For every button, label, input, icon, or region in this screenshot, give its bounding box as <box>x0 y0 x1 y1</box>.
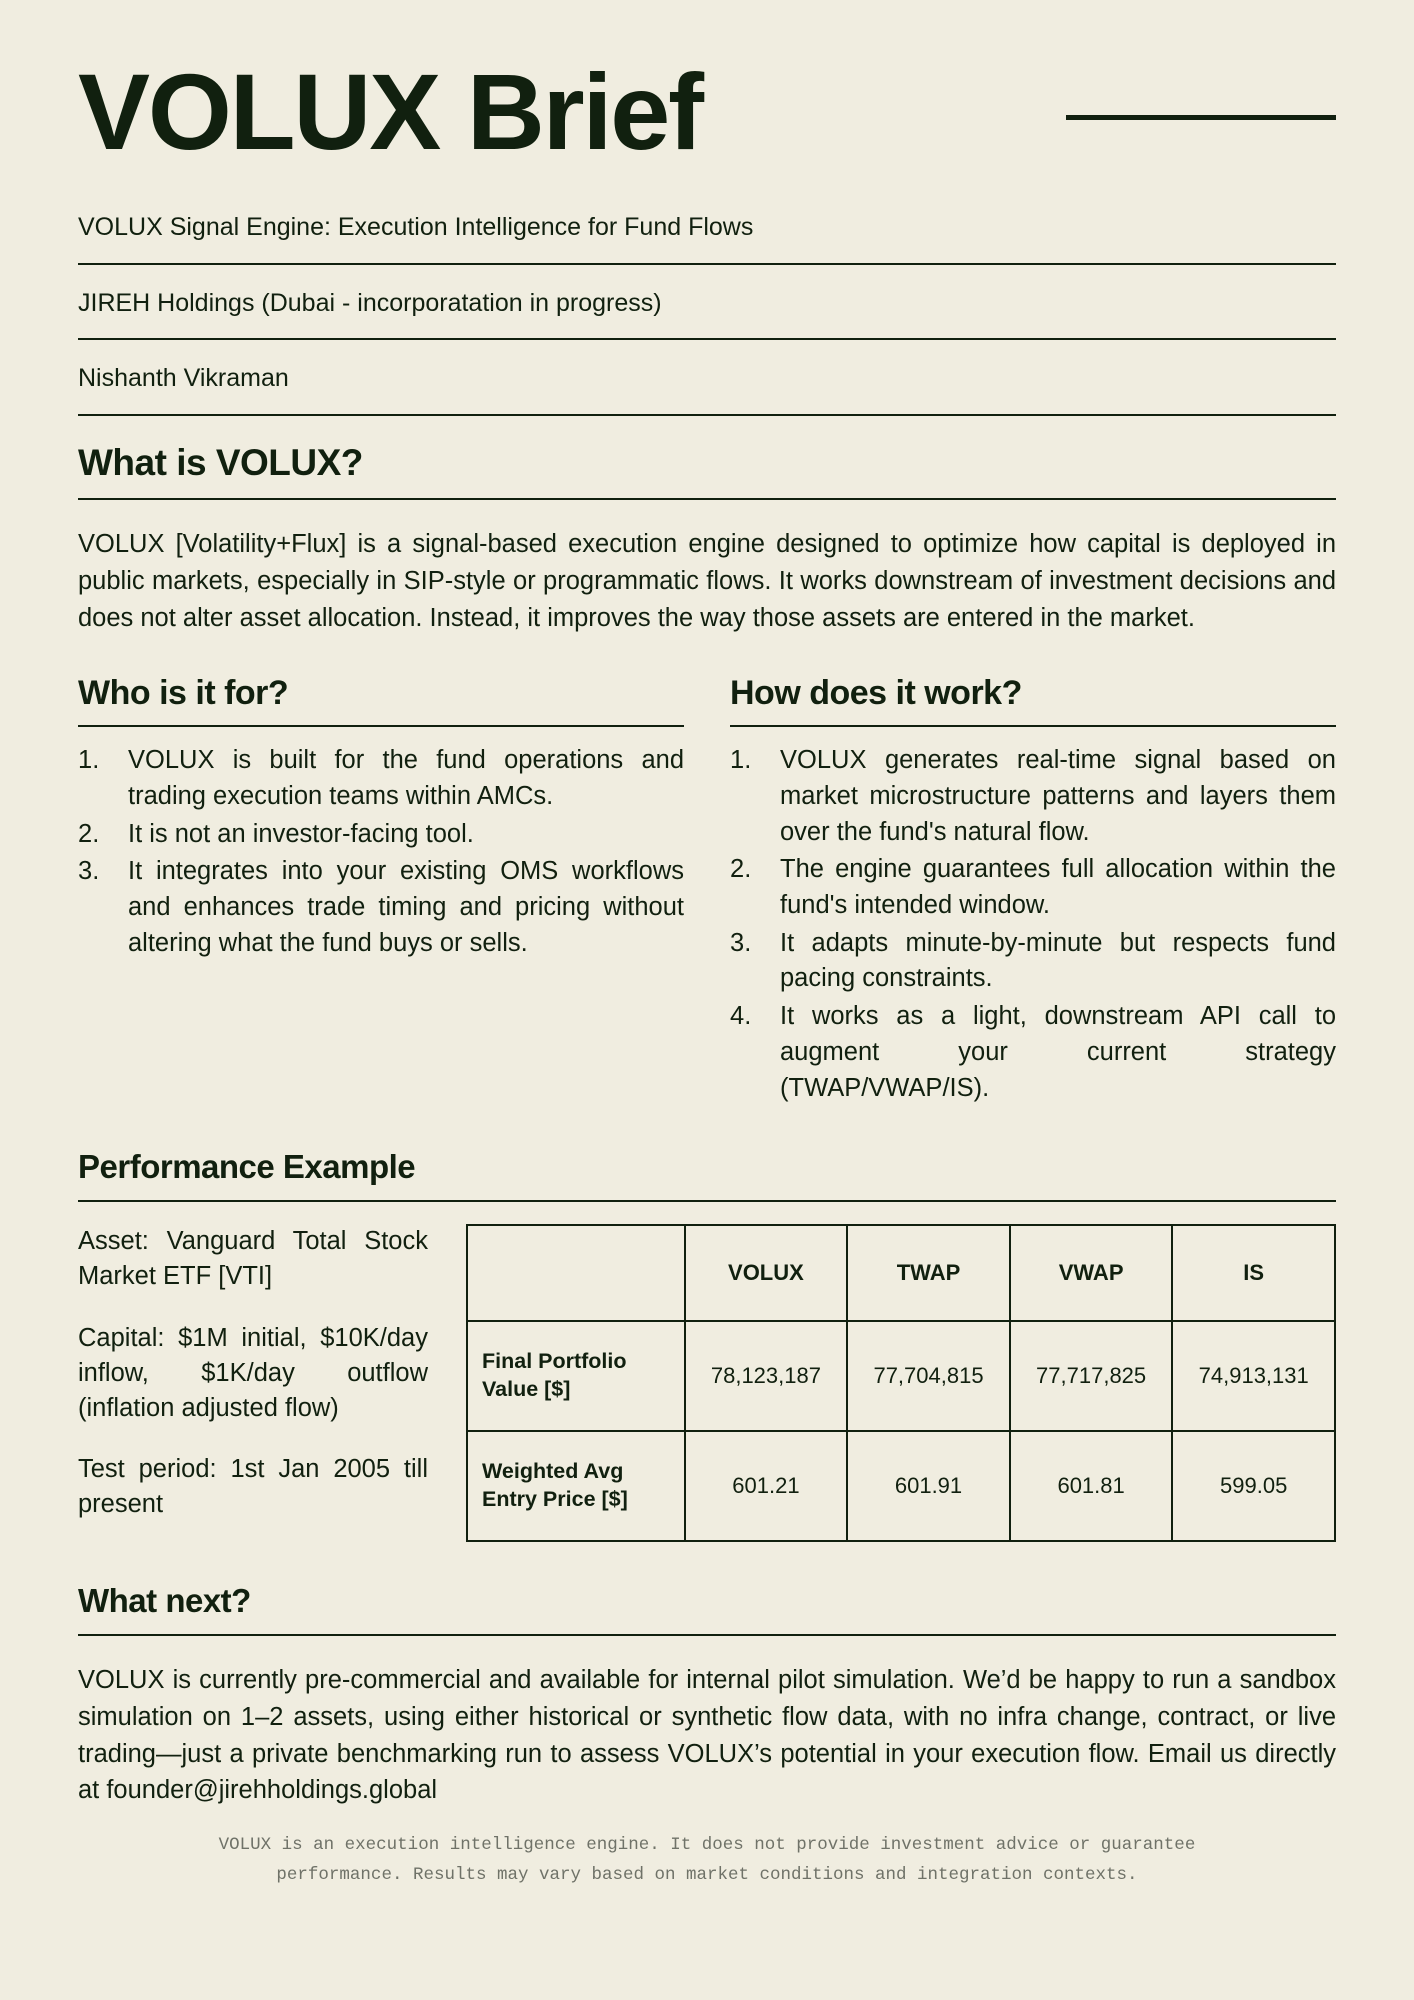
performance-details <box>78 1224 428 1522</box>
table-col-header-volux: VOLUX <box>685 1225 848 1321</box>
performance-comparison-table <box>466 1224 1336 1542</box>
table-row <box>467 1321 1335 1431</box>
organization-line: JIREH Holdings (Dubai - incorporatation in progress) <box>78 265 1336 341</box>
section-heading-who-is-it-for: Who is it for? <box>78 674 684 727</box>
author-line: Nishanth Vikraman <box>78 340 1336 416</box>
masthead <box>78 52 1336 173</box>
table-row-label-final-portfolio-value: Final Portfolio Value [$] <box>467 1321 685 1431</box>
performance-section <box>78 1224 1336 1542</box>
table-cell: 601.21 <box>685 1431 848 1541</box>
table-body <box>467 1321 1335 1541</box>
footer-disclaimer: VOLUX is an execution intelligence engine. It does not provide investment advice or guarantee performance. Results may vary based on market conditions and integration contexts. <box>218 1835 1196 1885</box>
table-cell: 601.81 <box>1010 1431 1173 1541</box>
how-does-it-work-list <box>730 743 1336 1106</box>
performance-detail-test-period: Test period: 1st Jan 2005 till present <box>78 1455 428 1519</box>
table-col-header-is: IS <box>1172 1225 1335 1321</box>
table-header <box>467 1225 1335 1321</box>
list-item: VOLUX generates real-time signal based on market microstructure patterns and layers them over the fund's natural flow. <box>780 746 1336 846</box>
table-col-header-twap: TWAP <box>847 1225 1010 1321</box>
column-how-does-it-work <box>730 674 1336 1108</box>
table-cell: 599.05 <box>1172 1431 1335 1541</box>
table-header-row <box>467 1225 1335 1321</box>
list-item: It is not an investor-facing tool. <box>128 819 474 848</box>
table-col-header-vwap: VWAP <box>1010 1225 1173 1321</box>
performance-detail-capital: Capital: $1M initial, $10K/day inflow, $1K/day outflow (inflation adjusted flow) <box>78 1323 428 1422</box>
table-row <box>467 1431 1335 1541</box>
page-title: VOLUX Brief <box>78 51 702 172</box>
performance-detail-asset: Asset: Vanguard Total Stock Market ETF [VTI] <box>78 1227 428 1291</box>
section-heading-performance-example: Performance Example <box>78 1148 1336 1202</box>
table-col-header-blank <box>467 1225 685 1321</box>
table-cell: 601.91 <box>847 1431 1010 1541</box>
who-is-it-for-list <box>78 743 684 961</box>
table-cell: 74,913,131 <box>1172 1321 1335 1431</box>
what-next-body: VOLUX is currently pre-commercial and available for internal pilot simulation. We’d be happy to run a sandbox simulation on 1–2 assets, using either historical or synthetic flow data, with no infra change, contract, or live trading—just a private benchmarking run to assess VOLUX’s potential in your execution flow. Email us directly at founder@jirehholdings.global <box>78 1666 1336 1805</box>
section-heading-what-next: What next? <box>78 1582 1336 1636</box>
list-item: It adapts minute-by-minute but respects fund pacing constraints. <box>780 928 1336 993</box>
table-row-label-weighted-avg-entry-price: Weighted Avg Entry Price [$] <box>467 1431 685 1541</box>
table-cell: 77,717,825 <box>1010 1321 1173 1431</box>
list-item: It works as a light, downstream API call to augment your current strategy (TWAP/VWAP/IS). <box>780 1002 1336 1102</box>
performance-table-wrapper <box>466 1224 1336 1542</box>
list-item: The engine guarantees full allocation within the fund's intended window. <box>780 855 1336 920</box>
section-heading-what-is-volux: What is VOLUX? <box>78 442 1336 500</box>
column-who-is-it-for <box>78 674 684 1108</box>
two-column-section <box>78 674 1336 1108</box>
document-subtitle: VOLUX Signal Engine: Execution Intelligence for Fund Flows <box>78 181 1336 265</box>
table-cell: 78,123,187 <box>685 1321 848 1431</box>
section-heading-how-does-it-work: How does it work? <box>730 674 1336 727</box>
list-item: It integrates into your existing OMS workflows and enhances trade timing and pricing without altering what the fund buys or sells. <box>128 857 684 957</box>
title-rule-divider <box>1066 115 1336 120</box>
table-cell: 77,704,815 <box>847 1321 1010 1431</box>
list-item: VOLUX is built for the fund operations and trading execution teams within AMCs. <box>128 746 684 811</box>
what-is-volux-body: VOLUX [Volatility+Flux] is a signal-based execution engine designed to optimize how capital is deployed in public markets, especially in SIP-style or programmatic flows. It works downstream of investment decisions and does not alter asset allocation. Instead, it improves the way those assets are entered in the market. <box>78 530 1336 632</box>
